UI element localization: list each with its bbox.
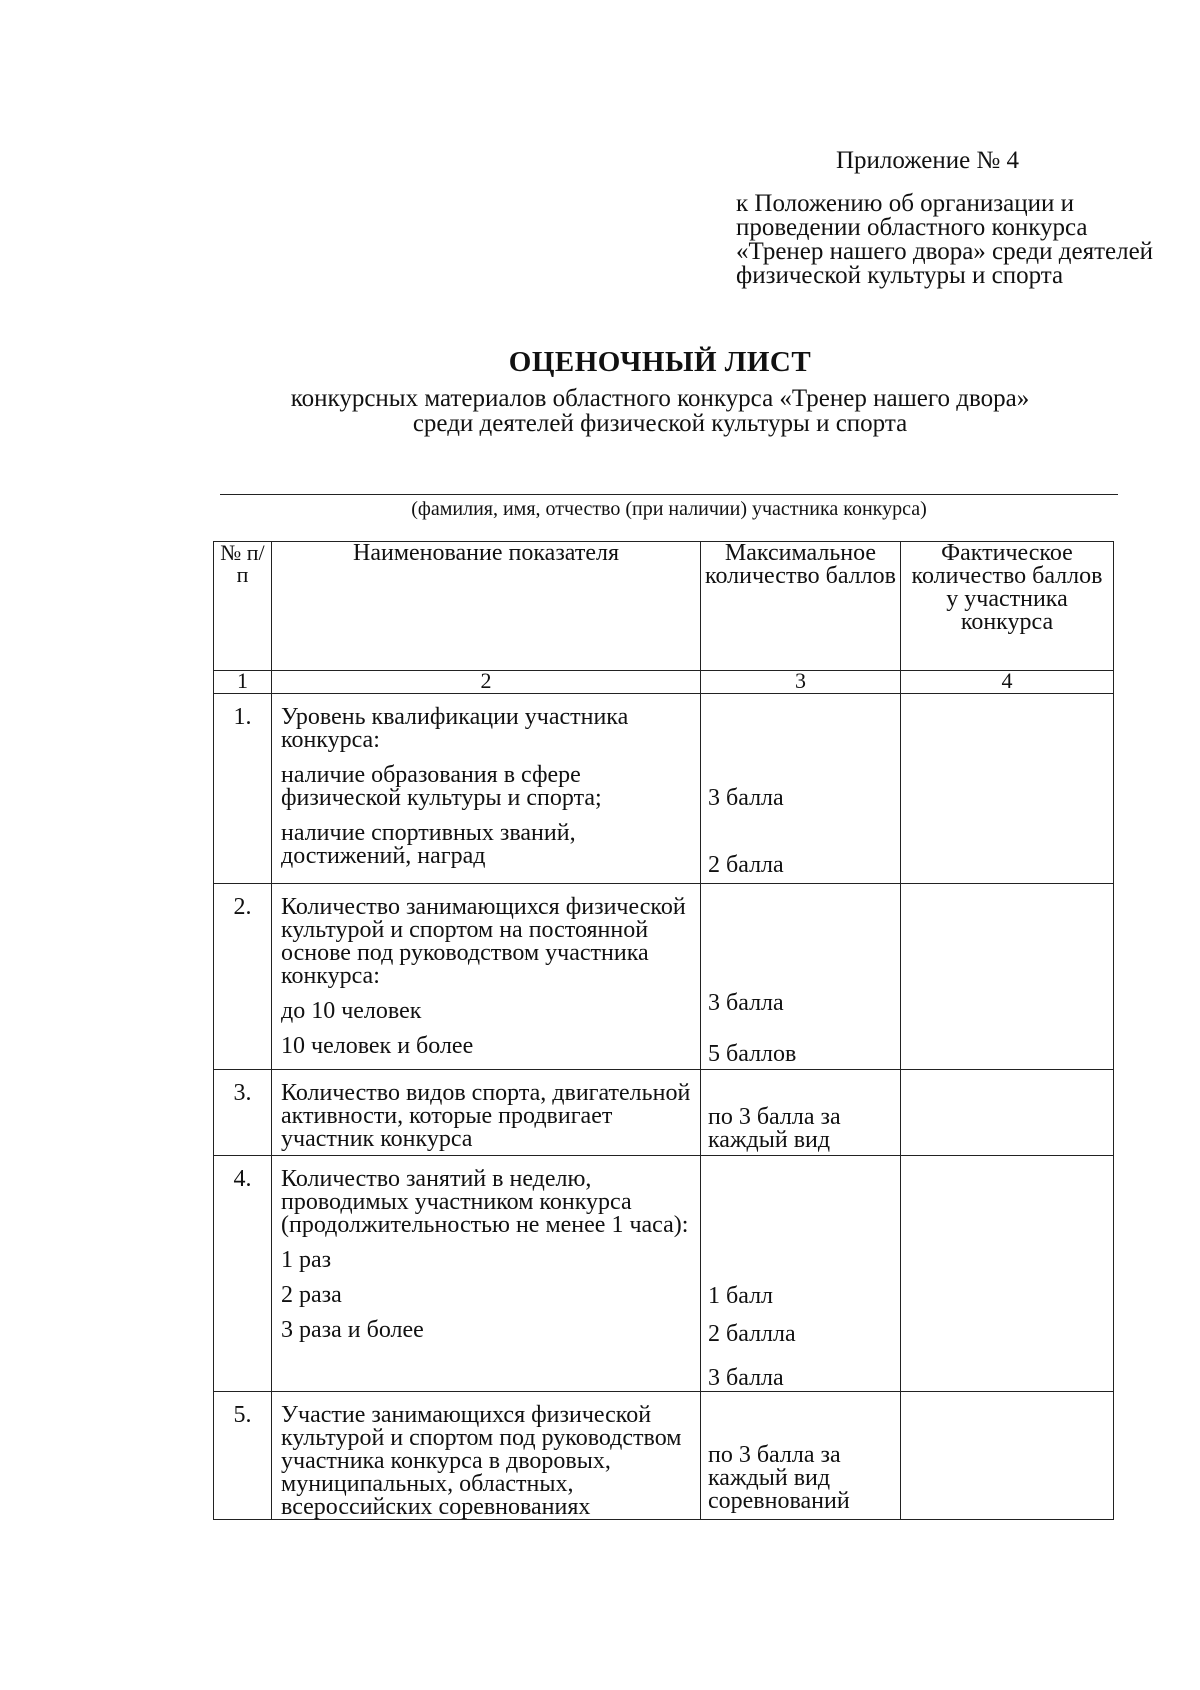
appendix-number: Приложение № 4 bbox=[836, 147, 1020, 174]
subtitle-line-1: конкурсных материалов областного конкурса «Тренер нашего двора» bbox=[290, 385, 1030, 412]
participant-name-caption: (фамилия, имя, отчество (при наличии) участника конкурса) bbox=[411, 498, 927, 520]
header-max-points: Максимальное количество баллов bbox=[701, 542, 901, 671]
appendix-reference: к Положению об организации и проведении областного конкурса «Тренер нашего двора» среди деятелей физической культуры и спорта bbox=[736, 190, 1154, 289]
actual-points-cell[interactable] bbox=[901, 1070, 1114, 1156]
column-number-row bbox=[214, 671, 1114, 694]
max-points-cell bbox=[701, 1070, 901, 1156]
max-points-cell bbox=[701, 1392, 901, 1520]
option-points: 1 балл bbox=[708, 1283, 774, 1309]
option-points: 2 баллла bbox=[708, 1321, 796, 1347]
indicator-title: Участие занимающихся физической культурой и спортом под руководством участника конкурса в дворовых, муниципальных, областных, всероссийских соревнованиях bbox=[281, 1402, 682, 1520]
header-indicator-name: Наименование показателя bbox=[272, 542, 701, 671]
indicator-option: 10 человек и более bbox=[281, 1033, 474, 1059]
column-number: 1 bbox=[214, 671, 272, 694]
column-number: 2 bbox=[272, 671, 701, 694]
indicator-cell bbox=[272, 694, 701, 884]
indicator-option: наличие спортивных званий, достижений, наград bbox=[281, 820, 576, 869]
indicator-title: Уровень квалификации участника конкурса: bbox=[281, 704, 629, 753]
indicator-title: Количество занятий в неделю, проводимых участником конкурса (продолжительностью не менее 1 часа): bbox=[281, 1166, 689, 1238]
option-points: 5 баллов bbox=[708, 1041, 797, 1067]
indicator-cell bbox=[272, 1070, 701, 1156]
indicator-cell bbox=[272, 884, 701, 1070]
row-number: 3. bbox=[214, 1070, 272, 1156]
table-header-row bbox=[214, 542, 1114, 671]
column-number: 4 bbox=[901, 671, 1114, 694]
actual-points-cell[interactable] bbox=[901, 1156, 1114, 1392]
option-points: 3 балла bbox=[708, 785, 784, 811]
indicator-title: Количество занимающихся физической культурой и спортом на постоянной основе под руководством участника конкурса: bbox=[281, 894, 686, 989]
table-row bbox=[214, 1156, 1114, 1392]
option-points: 3 балла bbox=[708, 1365, 784, 1391]
header-number: № п/п bbox=[214, 542, 272, 671]
indicator-option: 3 раза и более bbox=[281, 1317, 424, 1343]
row-number: 4. bbox=[214, 1156, 272, 1392]
indicator-cell bbox=[272, 1392, 701, 1520]
evaluation-table bbox=[213, 541, 1114, 1520]
appendix-block bbox=[736, 146, 1156, 288]
option-points: по 3 балла за каждый вид bbox=[708, 1104, 841, 1153]
table-row bbox=[214, 884, 1114, 1070]
row-number: 2. bbox=[214, 884, 272, 1070]
actual-points-cell[interactable] bbox=[901, 1392, 1114, 1520]
indicator-option: 1 раз bbox=[281, 1247, 332, 1273]
max-points-cell bbox=[701, 884, 901, 1070]
table-row bbox=[214, 1070, 1114, 1156]
indicator-option: до 10 человек bbox=[281, 998, 422, 1024]
subtitle-line-2: среди деятелей физической культуры и спорта bbox=[412, 410, 908, 437]
option-points: по 3 балла за каждый вид соревнований bbox=[708, 1442, 850, 1514]
indicator-title: Количество видов спорта, двигательной активности, которые продвигает участник конкурса bbox=[281, 1080, 691, 1152]
max-points-cell bbox=[701, 694, 901, 884]
row-number: 1. bbox=[214, 694, 272, 884]
document-title: ОЦЕНОЧНЫЙ ЛИСТ bbox=[508, 346, 812, 378]
indicator-cell bbox=[272, 1156, 701, 1392]
actual-points-cell[interactable] bbox=[901, 884, 1114, 1070]
option-points: 3 балла bbox=[708, 990, 784, 1016]
document-subtitle bbox=[200, 386, 1120, 436]
participant-name-line bbox=[220, 494, 1118, 495]
actual-points-cell[interactable] bbox=[901, 694, 1114, 884]
indicator-option: наличие образования в сфере физической культуры и спорта; bbox=[281, 762, 602, 811]
column-number: 3 bbox=[701, 671, 901, 694]
indicator-option: 2 раза bbox=[281, 1282, 342, 1308]
row-number: 5. bbox=[214, 1392, 272, 1520]
table-row bbox=[214, 694, 1114, 884]
max-points-cell bbox=[701, 1156, 901, 1392]
header-actual-points: Фактическое количество баллов у участника конкурса bbox=[901, 542, 1114, 671]
table-row bbox=[214, 1392, 1114, 1520]
option-points: 2 балла bbox=[708, 852, 784, 878]
